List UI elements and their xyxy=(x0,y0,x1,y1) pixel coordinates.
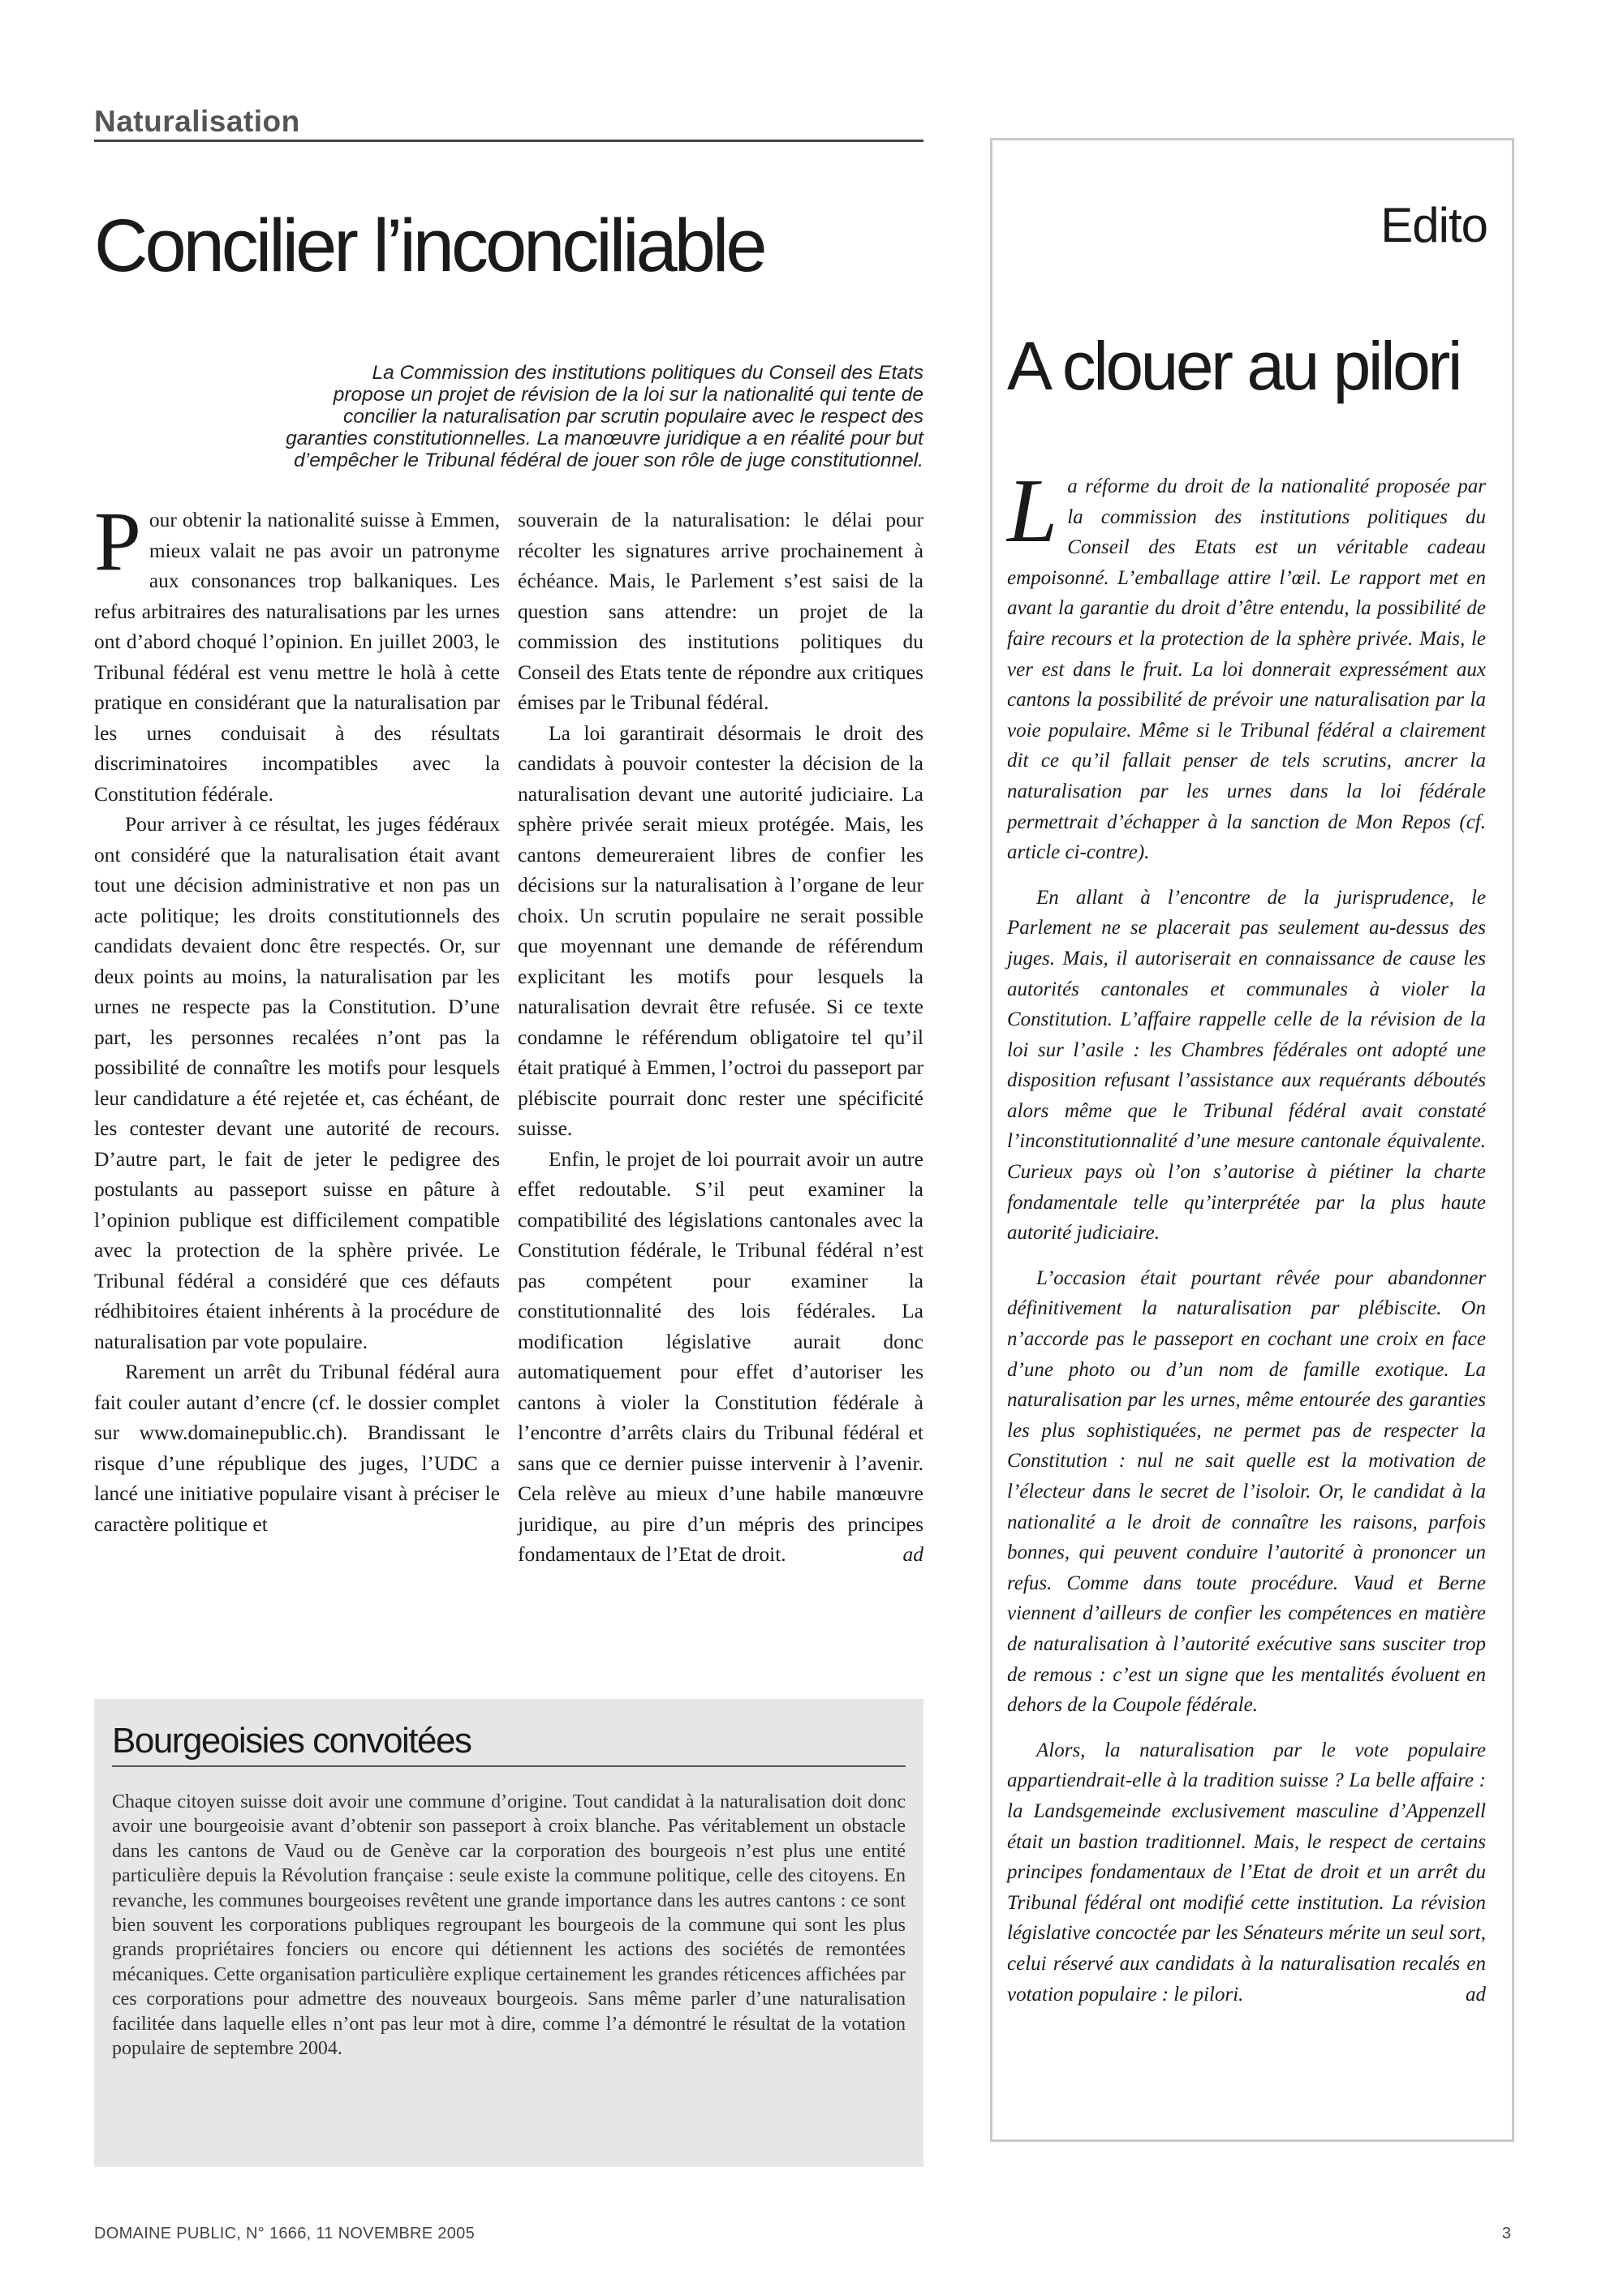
lead-line: garanties constitutionnelles. La manœuvre juridique a en réalité pour but xyxy=(286,428,923,449)
edito-signature: ad xyxy=(1466,1983,1486,2006)
article-paragraph: Rarement un arrêt du Tribunal fédéral aura fait couler autant d’encre (cf. le dossier complet sur www.domainepublic.ch). Brandissant le risque d’une république des juges, l’UDC a lancé une initiative populaire visant à préciser le caractère politique et xyxy=(94,1360,500,1536)
edito-drop-cap: L xyxy=(1007,461,1058,561)
sidebar-box-text: Chaque citoyen suisse doit avoir une commune d’origine. Tout candidat à la naturalisation doit donc avoir une bourgeoisie avant d’obtenir son passeport à croix blanche. Pas véritablement un obstacle dans les cantons de Vaud ou de Genève car la corporation des bourgeois n’est plus une entité particulière depuis la Révolution française : seule existe la commune politique, celle des citoyens. En revanche, les communes bourgeoises revêtent une grande importance dans les autres cantons : ce sont bien souvent les corporations publiques regroupant les bourgeois de la commune qui sont les plus grands propriétaires fonciers ou encore qui détiennent les actions des sociétés de remontées mécaniques. Cette organisation particulière explique certainement les grandes réticences affichées par ces corporations pour admettre des nouveaux bourgeois. Sans même parler d’une naturalisation facilitée dans laquelle elles n’ont pas leur mot à dire, comme l’a démontré le résultat de la votation populaire de septembre 2004. xyxy=(112,1791,906,2060)
edito-label: Edito xyxy=(1380,198,1487,252)
article-paragraph: souverain de la naturalisation: le délai pour récolter les signatures arrive prochainement à échéance. Mais, le Parlement s’est saisi de la question sans attendre: un projet de la commission des institutions politiques du Conseil des Etats tente de répondre aux critiques émises par le Tribunal fédéral. xyxy=(518,508,923,714)
edito-title: A clouer au pilori xyxy=(1007,328,1461,404)
edito-body xyxy=(1007,461,1486,2024)
lead-line: d’empêcher le Tribunal fédéral de jouer son rôle de juge constitutionnel. xyxy=(294,449,923,471)
edito-paragraph: La réforme du droit de la nationalité proposée par la commission des institutions politiques du Conseil des Etats est un véritable cadeau empoisonné. L’emballage attire l’œil. Le rapport met en avant la garantie du droit d’être entendu, la possibilité de faire recours et la protection de la sphère privée. Mais, le ver est dans le fruit. La loi donnerait expressément aux cantons la possibilité de prévoir une naturalisation par la voie populaire. Même si le Tribunal fédéral a clairement dit ce qu’il fallait penser de tels scrutins, ancrer la naturalisation par les urnes dans la loi fédérale permettrait d’échapper à la sanction de Mon Repos (cf. article ci-contre). xyxy=(1007,461,1486,864)
article-paragraph: Pour arriver à ce résultat, les juges fédéraux ont considéré que la naturalisation était avant tout une décision administrative et non pas un acte politique; les droits constitutionnels des candidats devaient donc être respectés. Or, sur deux points au moins, la naturalisation par les urnes ne respecte pas la Constitution. D’une part, les personnes recalées n’ont pas la possibilité de connaître les motifs pour lesquels leur candidature a été rejetée et, cas échéant, de les contester devant une autorité de recours. D’autre part, le fait de jeter le pedigree des postulants au passeport suisse en pâture à l’opinion publique est difficilement compatible avec la protection de la sphère privée. Le Tribunal fédéral a considéré que ces défauts rédhibitoires étaient inhérents à la procédure de naturalisation par vote populaire. xyxy=(94,812,500,1353)
footer-publication: DOMAINE PUBLIC, N° 1666, 11 NOVEMBRE 2005 xyxy=(94,2225,475,2242)
edito-paragraph: En allant à l’encontre de la jurisprudence, le Parlement ne se placerait pas seulement au-dessus des juges. Mais, il autoriserait en connaissance de cause les autorités cantonales et communales à violer la Constitution. L’affaire rappelle celle de la révision de la loi sur l’asile : les Chambres fédérales ont adopté une disposition refusant l’assistance aux requérants déboutés alors même que le Tribunal fédéral avait constaté l’inconstitutionnalité d’une mesure cantonale équivalente. Curieux pays où l’on s’autorise à piétiner la charte fondamentale telle qu’interprétée par la plus haute autorité judiciaire. xyxy=(1007,886,1486,1245)
lead-line: La Commission des institutions politiques du Conseil des Etats xyxy=(372,362,923,384)
section-rubric: Naturalisation xyxy=(94,104,923,142)
edito-panel xyxy=(990,138,1514,2142)
page-number: 3 xyxy=(1501,2225,1511,2242)
article-paragraph: Enfin, le projet de loi pourrait avoir un autre effet redoutable. S’il peut examiner la compatibilité des législations cantonales avec la Constitution fédérale, le Tribunal fédéral n’est pas compétent pour examiner la constitutionnalité des lois fédérales. La modification législative aurait donc automatiquement pour effet d’autoriser les cantons à violer la Constitution fédérale à l’encontre d’arrêts clairs du Tribunal fédéral et sans que ce dernier puisse intervenir à l’avenir. Cela relève au mieux d’une habile manœuvre juridique, au pire d’un mépris des principes fondamentaux de l’Etat de droit. ad xyxy=(518,1144,923,1570)
edito-paragraph: Alors, la naturalisation par le vote populaire appartiendrait-elle à la tradition suisse ? La belle affaire : la Landsgemeinde exclusivement masculine d’Appenzell était un bastion traditionnel. Mais, le respect de certains principes fondamentaux de l’Etat de droit et un arrêt du Tribunal fédéral ont modifié cette institution. La révision législative concoctée par les Sénateurs mérite un seul sort, celui réservé aux candidats à la naturalisation recalés en votation populaire : le pilori. ad xyxy=(1007,1735,1486,2010)
article-column-1 xyxy=(94,495,500,1539)
lead-line: propose un projet de révision de la loi sur la nationalité qui tente de xyxy=(333,384,923,406)
article-lead xyxy=(94,362,923,471)
article-signature: ad xyxy=(902,1542,923,1566)
article-column-2 xyxy=(518,505,923,1570)
edito-paragraph: L’occasion était pourtant rêvée pour abandonner définitivement la naturalisation par plébiscite. On n’accorde pas le passeport en cochant une croix en face d’une photo ou d’un nom de famille exotique. La naturalisation par les urnes, même entourée des garanties les plus sophistiquées, ne permet pas de respecter la Constitution : nul ne sait quelle est la motivation de l’électeur dans le secret de l’isoloir. Or, le candidat à la nationalité a le droit de connaître les raisons, parfois bonnes, qui peuvent conduire l’autorité à prononcer un refus. Comme dans toute procédure. Vaud et Berne viennent d’ailleurs de confier les compétences en matière de naturalisation à l’autorité exécutive sans susciter trop de remous : c’est un signe que les mentalités évoluent en dehors de la Coupole fédérale. xyxy=(1007,1266,1486,1717)
sidebar-box xyxy=(94,1699,923,2167)
article-title: Concilier l’inconciliable xyxy=(94,204,764,287)
drop-cap: P xyxy=(94,495,141,588)
article-paragraph: Pour obtenir la nationalité suisse à Emmen, mieux valait ne pas avoir un patronyme aux consonances trop balkaniques. Les refus arbitraires des naturalisations par les urnes ont d’abord choqué l’opinion. En juillet 2003, le Tribunal fédéral est venu mettre le holà à cette pratique en considérant que la naturalisation par les urnes conduisait à des résultats discriminatoires incompatibles avec la Constitution fédérale. xyxy=(94,495,500,806)
sidebar-box-title: Bourgeoisies convoitées xyxy=(112,1720,906,1767)
article-paragraph: La loi garantirait désormais le droit des candidats à pouvoir contester la décision de la naturalisation devant une autorité judiciaire. La sphère privée serait mieux protégée. Mais, les cantons demeureraient libres de confier les décisions sur la naturalisation à l’organe de leur choix. Un scrutin populaire ne serait possible que moyennant une demande de référendum explicitant les motifs pour lesquels la naturalisation devrait être refusée. Si ce texte condamne le référendum obligatoire tel qu’il était pratiqué à Emmen, l’octroi du passeport par plébiscite pourrait donc rester une spécificité suisse. xyxy=(518,720,923,1140)
lead-line: concilier la naturalisation par scrutin populaire avec le respect des xyxy=(343,406,923,428)
